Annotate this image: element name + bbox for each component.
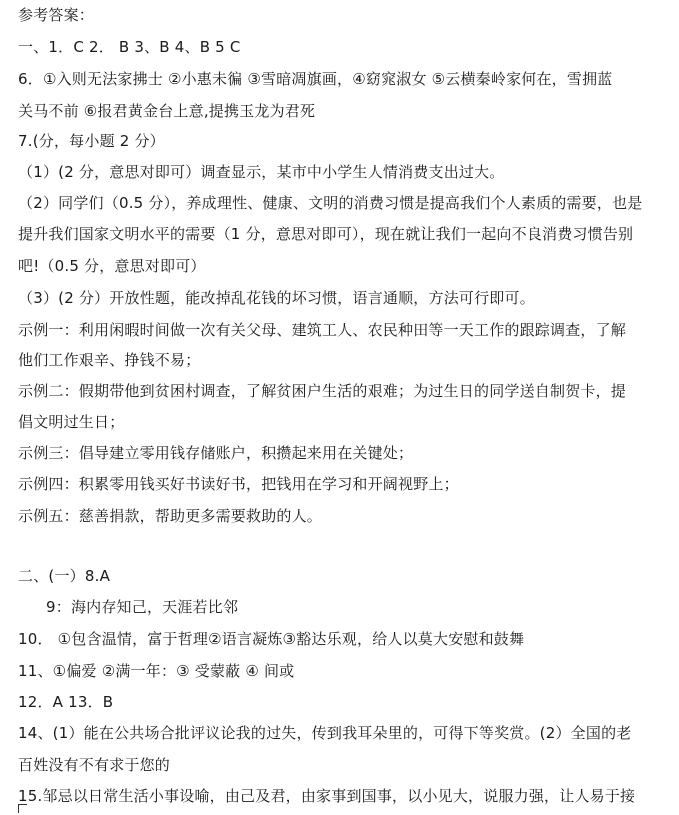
text-line: 示例一：利用闲暇时间做一次有关父母、建筑工人、农民种田等一天工作的跟踪调查，了解 <box>18 321 627 339</box>
text-line: 关马不前 ⑥报君黄金台上意,提携玉龙为君死 <box>18 102 316 120</box>
text-line: （2）同学们（0.5 分），养成理性、健康、文明的消费习惯是提高我们个人素质的需要，也是 <box>18 194 643 212</box>
text-line: （3）(2 分）开放性题，能改掉乱花钱的坏习惯，语言通顺，方法可行即可。 <box>18 289 535 307</box>
text-line: 示例四：积累零用钱买好书读好书，把钱用在学习和开阔视野上； <box>18 475 459 493</box>
text-line: 14、(1）能在公共场合批评议论我的过失，传到我耳朵里的，可得下等奖赏。(2）全国的老 <box>18 724 632 742</box>
text-line: 他们工作艰辛、挣钱不易； <box>18 351 201 369</box>
section-two-heading: 二、(一）8.A <box>18 567 111 585</box>
text-line: 倡文明过生日； <box>18 413 125 431</box>
text-line: 吧!（0.5 分，意思对即可） <box>18 257 206 275</box>
text-line: 6．①入则无法家拂士 ②小惠未徧 ③雪暗凋旗画，④窈窕淑女 ⑤云横秦岭家何在，雪拥蓝 <box>18 70 613 88</box>
text-line: 11、①偏爱 ②满一年：③ 受蒙蔽 ④ 间或 <box>18 662 295 680</box>
text-line: 示例五：慈善捐款，帮助更多需要救助的人。 <box>18 507 323 525</box>
heading-answer-key: 参考答案： <box>18 6 95 24</box>
text-line: 7.(分，每小题 2 分） <box>18 132 165 150</box>
text-line: 10． ①包含温情，富于哲理②语言凝炼③豁达乐观，给人以莫大安慰和鼓舞 <box>18 630 525 648</box>
text-line: 示例三：倡导建立零用钱存储账户，积攒起来用在关键处； <box>18 444 414 462</box>
text-line: 百姓没有不有求于您的 <box>18 756 171 774</box>
text-line: 提升我们国家文明水平的需要（1 分，意思对即可），现在就让我们一起向不良消费习惯告别 <box>18 225 634 243</box>
text-line: （1）(2 分，意思对即可）调查显示，某市中小学生人情消费支出过大。 <box>18 163 505 181</box>
text-line: 9：海内存知己，天涯若比邻 <box>46 598 239 616</box>
page-corner-mark <box>18 804 27 813</box>
text-line: 一、1．C 2． B 3、B 4、B 5 C <box>18 38 241 56</box>
text-line: 示例二：假期带他到贫困村调查，了解贫困户生活的艰难；为过生日的同学送自制贺卡，提 <box>18 382 627 400</box>
text-line: 12．A 13．B <box>18 693 114 711</box>
text-line: 15.邹忌以日常生活小事设喻，由己及君，由家事到国事，以小见大，说服力强，让人易于接 <box>18 787 636 805</box>
